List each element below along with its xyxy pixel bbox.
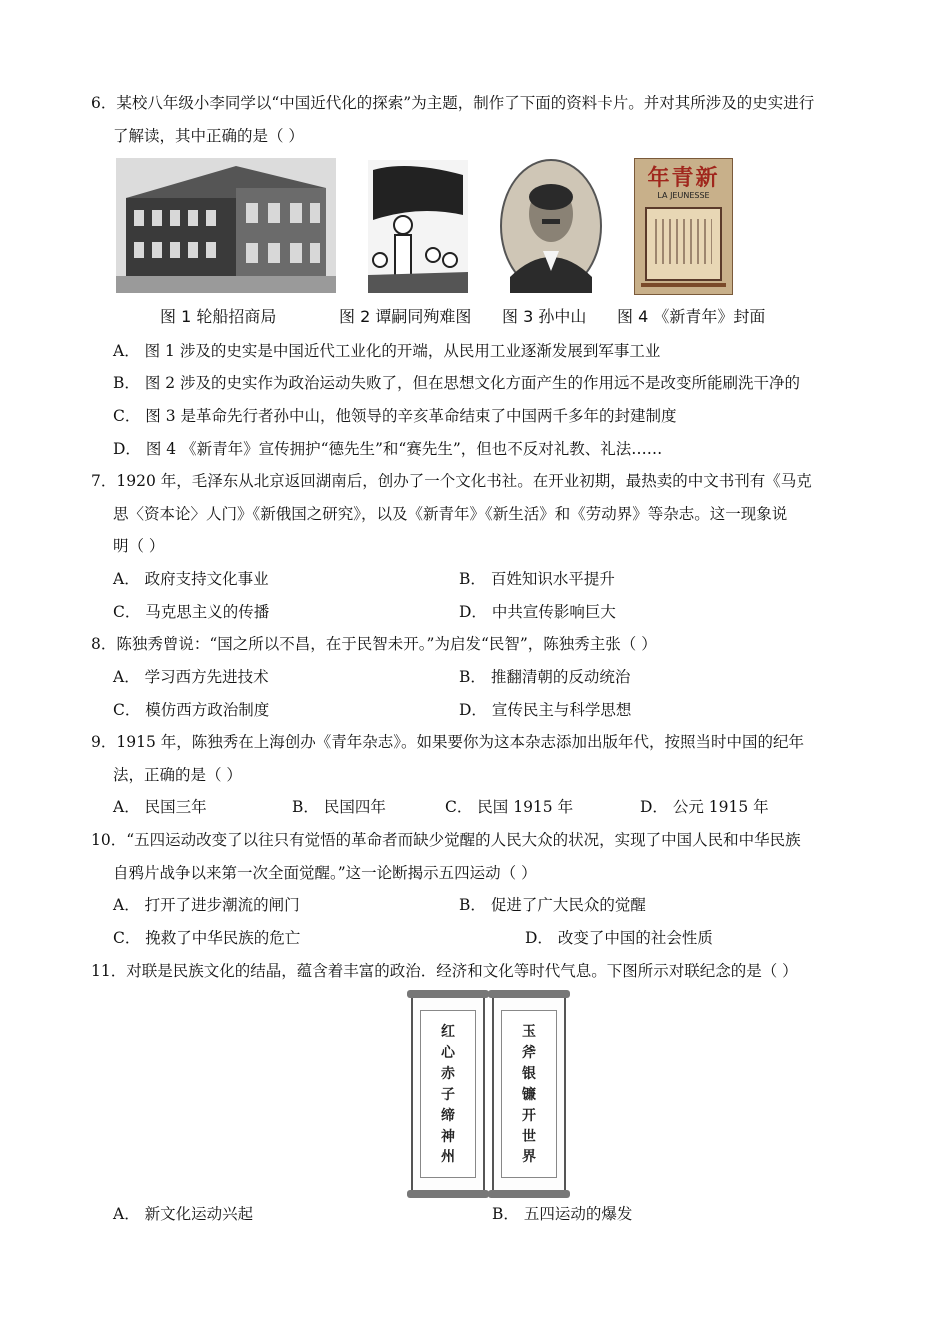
couplet-right-text <box>501 1010 557 1178</box>
q7-stem-line1: 7．1920 年，毛泽东从北京返回湖南后，创办了一个文化书社。在开业初期，最热卖的中文书刊有《马克 <box>91 472 812 490</box>
cover-frame <box>645 207 722 281</box>
couplet-left-scroll <box>411 994 485 1194</box>
figure-1-merchants-steam-navigation-image <box>116 158 336 293</box>
couplet-char: 银 <box>522 1066 536 1083</box>
couplet-char: 镰 <box>522 1086 536 1103</box>
caption-figure-4: 图 4 《新青年》封面 <box>617 307 766 326</box>
figure-3-sun-yat-sen-portrait <box>500 159 603 293</box>
q7-option-b[interactable]: B． 百姓知识水平提升 <box>459 570 615 588</box>
couplet-char: 子 <box>441 1086 455 1103</box>
couplet-char: 界 <box>522 1149 536 1166</box>
couplet-char: 开 <box>522 1107 536 1124</box>
couplet-char: 赤 <box>441 1066 455 1083</box>
couplet-char: 心 <box>441 1045 455 1062</box>
q11-option-a[interactable]: A． 新文化运动兴起 <box>113 1205 254 1223</box>
q9-stem-line1: 9．1915 年，陈独秀在上海创办《青年杂志》。如果要你为这本杂志添加出版年代，按照当时中国的纪年 <box>91 733 804 751</box>
q8-option-b[interactable]: B． 推翻清朝的反动统治 <box>459 668 631 686</box>
q6-stem-line2: 了解读，其中正确的是（ ） <box>113 127 304 145</box>
q6-option-c[interactable]: C． 图 3 是革命先行者孙中山，他领导的辛亥革命结束了中国两千多年的封建制度 <box>113 407 677 425</box>
caption-figure-1: 图 1 轮船招商局 <box>160 307 277 326</box>
couplet-char: 斧 <box>522 1045 536 1062</box>
couplet-char: 玉 <box>522 1024 536 1041</box>
q10-option-d[interactable]: D． 改变了中国的社会性质 <box>525 929 713 947</box>
caption-figure-3: 图 3 孙中山 <box>502 307 587 326</box>
q8-option-d[interactable]: D． 宣传民主与科学思想 <box>459 701 632 719</box>
q7-option-a[interactable]: A． 政府支持文化事业 <box>113 570 269 588</box>
q10-option-a[interactable]: A． 打开了进步潮流的闸门 <box>113 896 300 914</box>
q6-option-d[interactable]: D． 图 4 《新青年》宣传拥护“德先生”和“赛先生”，但也不反对礼教、礼法…… <box>113 440 663 458</box>
q6-option-b[interactable]: B． 图 2 涉及的史实作为政治运动失败了，但在思想文化方面产生的作用远不是改变所能刷洗干净的 <box>113 374 801 392</box>
q7-option-d[interactable]: D． 中共宣传影响巨大 <box>459 603 616 621</box>
q10-stem-line1: 10．“五四运动改变了以往只有觉悟的革命者而缺少觉醒的人民大众的状况，实现了中国人民和中华民族 <box>91 831 801 849</box>
couplet-left-text <box>420 1010 476 1178</box>
q8-option-a[interactable]: A． 学习西方先进技术 <box>113 668 269 686</box>
q8-stem-line1: 8．陈独秀曾说：“国之所以不昌，在于民智未开。”为启发“民智”，陈独秀主张（ ） <box>91 635 657 653</box>
couplet-char: 缔 <box>441 1107 455 1124</box>
q6-option-a[interactable]: A． 图 1 涉及的史实是中国近代工业化的开端，从民用工业逐渐发展到军事工业 <box>113 342 661 360</box>
couplet-char: 红 <box>441 1024 455 1041</box>
figure-4-new-youth-cover <box>634 158 733 295</box>
q11-option-b[interactable]: B． 五四运动的爆发 <box>492 1205 633 1223</box>
q9-option-b[interactable]: B． 民国四年 <box>292 798 386 816</box>
q9-option-a[interactable]: A． 民国三年 <box>113 798 207 816</box>
q7-stem-line2: 思〈资本论〉人门》《新俄国之研究》，以及《新青年》《新生活》和《劳动界》等杂志。这一现象说 <box>113 505 788 523</box>
couplet-char: 世 <box>522 1128 536 1145</box>
q8-option-c[interactable]: C． 模仿西方政治制度 <box>113 701 270 719</box>
couplet-char: 神 <box>441 1128 455 1145</box>
q9-option-d[interactable]: D． 公元 1915 年 <box>640 798 769 816</box>
cover-subtitle: LA JEUNESSE <box>657 191 710 200</box>
couplet-char: 州 <box>441 1149 455 1166</box>
q11-stem-line1: 11．对联是民族文化的结晶，蕴含着丰富的政治．经济和文化等时代气息。下图所示对联纪念的是（ ） <box>91 962 798 980</box>
q10-stem-line2: 自鸦片战争以来第一次全面觉醒。”这一论断揭示五四运动（ ） <box>113 864 537 882</box>
q10-option-c[interactable]: C． 挽救了中华民族的危亡 <box>113 929 301 947</box>
couplet-right-scroll <box>492 994 566 1194</box>
q9-option-c[interactable]: C． 民国 1915 年 <box>445 798 574 816</box>
caption-figure-2: 图 2 谭嗣同殉难图 <box>339 307 472 326</box>
figure-2-tan-sitong-image <box>368 160 468 293</box>
q10-option-b[interactable]: B． 促进了广大民众的觉醒 <box>459 896 646 914</box>
q7-stem-line3: 明（ ） <box>113 537 165 555</box>
q6-stem-line1: 6．某校八年级小李同学以“中国近代化的探索”为主题，制作了下面的资料卡片。并对其所涉及的史实进行 <box>91 94 815 112</box>
q7-option-c[interactable]: C． 马克思主义的传播 <box>113 603 270 621</box>
q9-stem-line2: 法，正确的是（ ） <box>113 766 242 784</box>
cover-title: 年青新 <box>647 166 720 191</box>
